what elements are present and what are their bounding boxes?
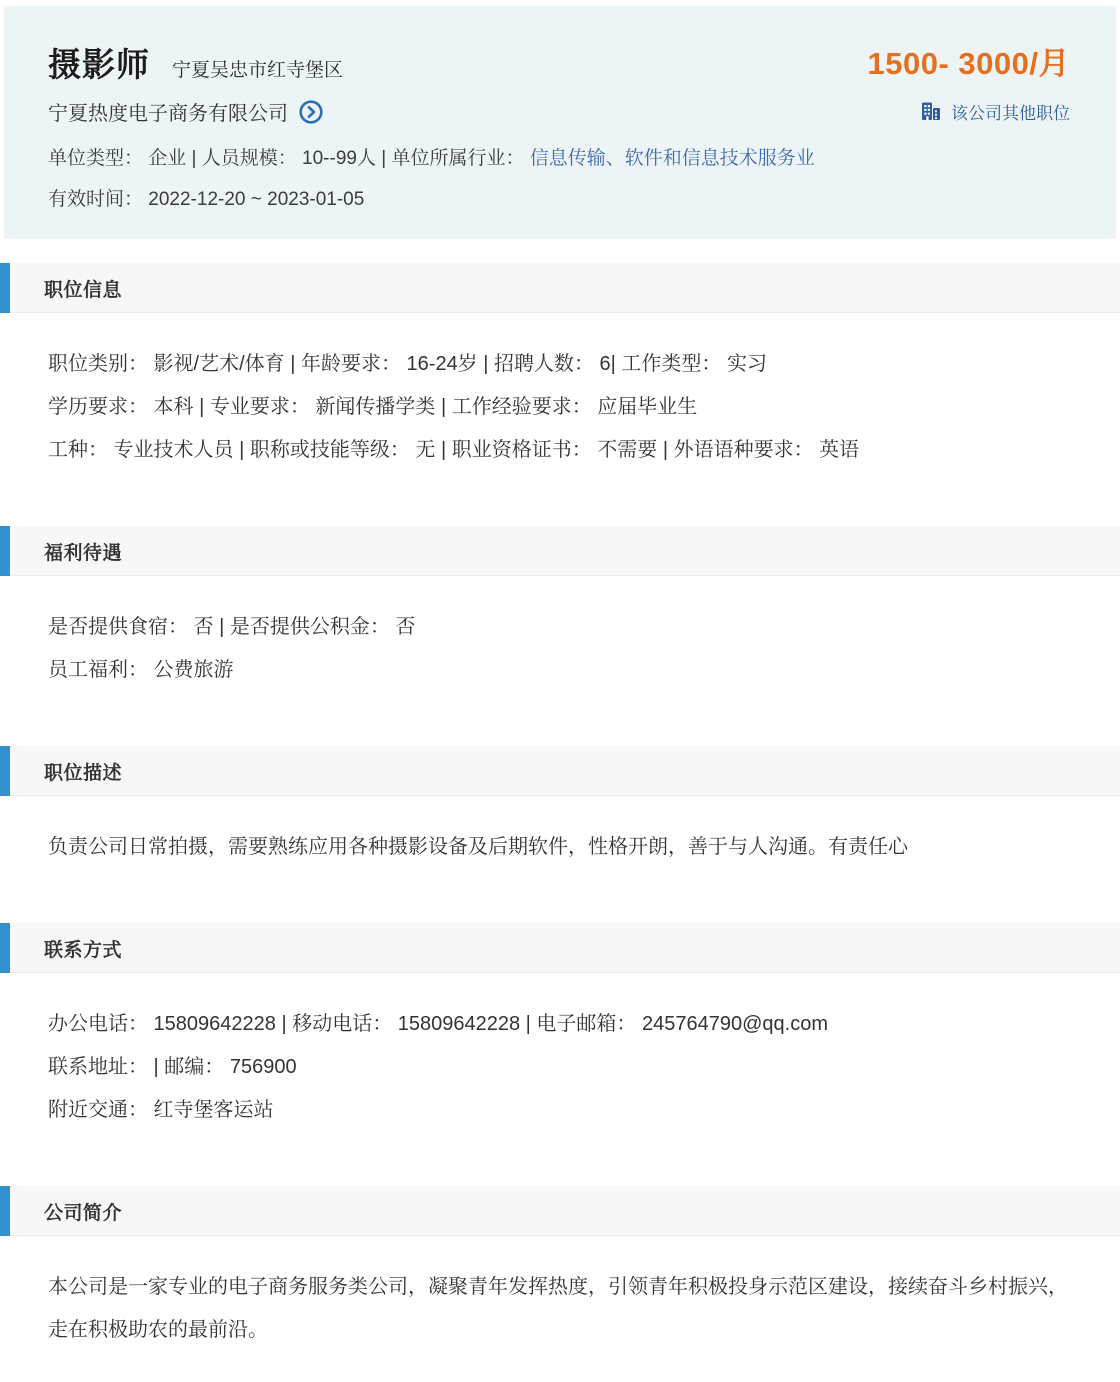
job-title: 摄影师 (48, 45, 150, 83)
company-intro-text: 本公司是一家专业的电子商务服务类公司，凝聚青年发挥热度，引领青年积极投身示范区建设，接续奋斗乡村振兴，走在积极助农的最前沿。 (48, 1276, 1068, 1341)
other-jobs-label: 该公司其他职位 (951, 104, 1070, 123)
section-title: 职位描述 (44, 762, 123, 784)
contact-row: 联系地址： | 邮编： 756900 (48, 1056, 297, 1078)
company-name: 宁夏热度电子商务有限公司 (48, 103, 288, 125)
section-contact (0, 923, 1120, 1162)
section-job-info-bar (0, 263, 1120, 313)
section-title: 职位信息 (44, 279, 123, 301)
job-header (4, 6, 1116, 239)
section-description-bar (0, 746, 1120, 796)
job-info-row: 职位类别： 影视/艺术/体育 | 年龄要求： 16-24岁 | 招聘人数： 6| 工作类型： 实习 (48, 353, 767, 375)
job-location: 宁夏吴忠市红寺堡区 (172, 59, 344, 81)
other-jobs-link[interactable] (920, 99, 1070, 124)
salary-text: 1500- 3000/月 (867, 46, 1070, 81)
section-job-info (0, 263, 1120, 502)
section-description (0, 746, 1120, 899)
title-left (48, 47, 343, 83)
job-info-row: 学历要求： 本科 | 专业要求： 新闻传播学类 | 工作经验要求： 应届毕业生 (48, 396, 698, 418)
section-welfare-content (0, 576, 1120, 722)
section-contact-bar (0, 923, 1120, 973)
circle-chevron-right-icon[interactable] (298, 99, 324, 125)
company-left (48, 97, 324, 126)
title-row (48, 38, 1070, 83)
industry-value: 信息传输、软件和信息技术服务业 (529, 148, 815, 169)
section-contact-content (0, 973, 1120, 1162)
contact-row: 办公电话： 15809642228 | 移动电话： 15809642228 | 电子邮箱： 245764790@qq.com (48, 1013, 828, 1035)
section-welfare (0, 526, 1120, 722)
section-title: 联系方式 (44, 939, 123, 961)
section-title: 公司简介 (44, 1202, 123, 1224)
validity-line: 有效时间： 2022-12-20 ~ 2023-01-05 (48, 189, 365, 210)
section-description-content (0, 796, 1120, 899)
section-company-intro (0, 1186, 1120, 1382)
section-company-intro-content (0, 1236, 1120, 1382)
job-description-text: 负责公司日常拍摄，需要熟练应用各种摄影设备及后期软件，性格开朗，善于与人沟通。有责任心 (48, 836, 908, 858)
section-company-intro-bar (0, 1186, 1120, 1236)
company-meta-line (48, 143, 1070, 170)
company-meta-prefix: 单位类型： 企业 | 人员规模： 10--99人 | 单位所属行业： (48, 148, 530, 169)
buildings-icon (920, 101, 942, 122)
welfare-row: 是否提供食宿： 否 | 是否提供公积金： 否 (48, 616, 416, 638)
section-title: 福利待遇 (44, 542, 123, 564)
welfare-row: 员工福利： 公费旅游 (48, 659, 234, 681)
company-row (48, 97, 1070, 126)
section-job-info-content (0, 313, 1120, 502)
section-welfare-bar (0, 526, 1120, 576)
job-info-row: 工种： 专业技术人员 | 职称或技能等级： 无 | 职业资格证书： 不需要 | 外语语种要求： 英语 (48, 439, 860, 461)
contact-row: 附近交通： 红寺堡客运站 (48, 1099, 274, 1121)
